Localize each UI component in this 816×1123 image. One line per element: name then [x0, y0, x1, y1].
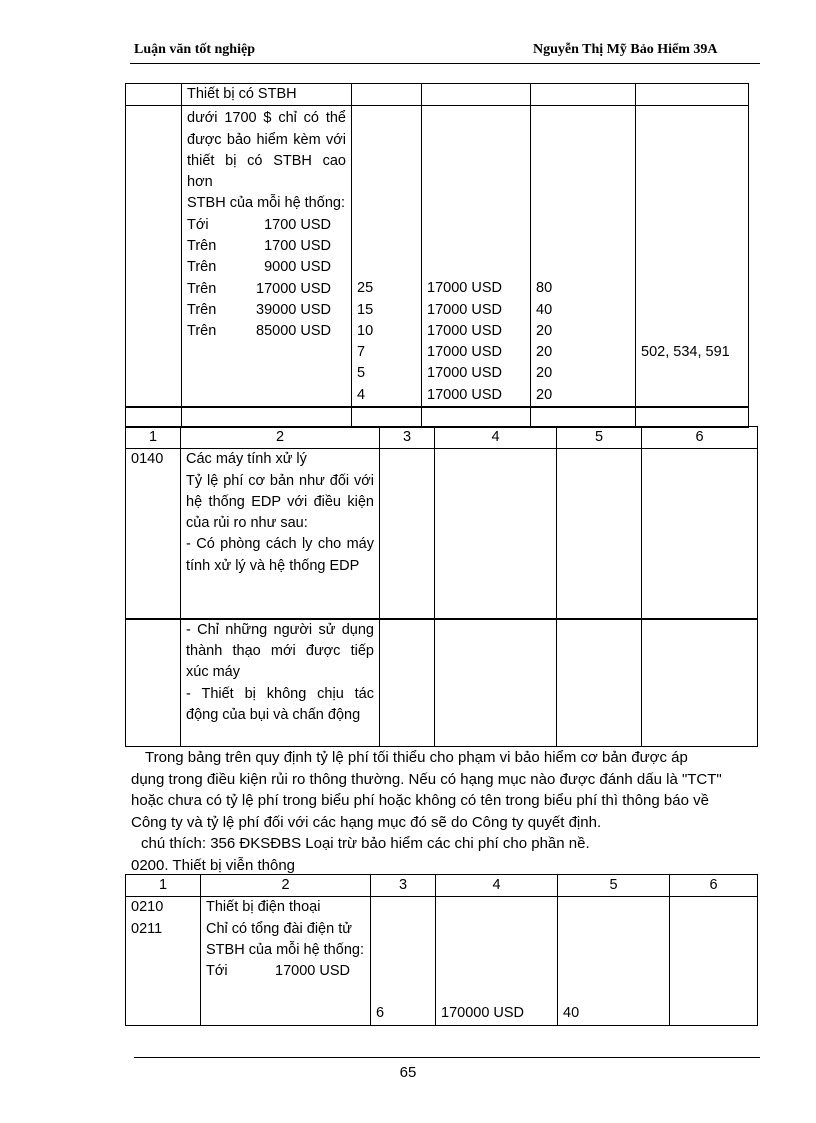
- percent-value: 20: [536, 386, 553, 403]
- tier-label: Trên: [187, 238, 217, 255]
- rate-value: 7: [357, 344, 366, 361]
- computer-rate-table: [125, 426, 758, 747]
- item-text: - Có phòng cách ly cho máy tính xử lý và hệ thống EDP: [186, 536, 374, 574]
- amount-value: 17000 USD: [427, 344, 502, 361]
- column-header: 3: [380, 427, 435, 449]
- section-heading: 0200. Thiết bị viễn thông: [131, 856, 296, 874]
- rate-value: 5: [357, 365, 366, 382]
- percent-value: 20: [536, 365, 553, 382]
- item-text: STBH của mỗi hệ thống:: [206, 941, 364, 958]
- cell: [352, 84, 422, 106]
- tier-row: [187, 236, 346, 257]
- header-rule: [130, 63, 760, 64]
- column-header: 1: [126, 427, 181, 449]
- item-code: [126, 897, 201, 1025]
- tier-row: [187, 279, 346, 300]
- amount-value: 17000 USD: [427, 365, 502, 382]
- description-text: STBH của mỗi hệ thống:: [187, 195, 345, 212]
- reference-value: 502, 534, 591: [641, 344, 730, 361]
- cell: [352, 407, 422, 427]
- item-text: Tỷ lệ phí cơ bản như đối với hệ thống EDP với điều kiện của rủi ro như sau:: [186, 472, 374, 532]
- item-text: - Thiết bị không chịu tác động của bụi và chấn động: [186, 685, 374, 723]
- column-header: 1: [126, 875, 201, 897]
- tier-label: Trên: [187, 259, 217, 276]
- cell: [557, 449, 642, 619]
- paragraph-line: Công ty và tỷ lệ phí đối với các hạng mục đó sẽ do Công ty quyết định.: [131, 813, 602, 831]
- rate-value: 15: [357, 301, 374, 318]
- item-code-value: 0211: [131, 920, 163, 937]
- page-number: 65: [399, 1064, 417, 1081]
- rate-column: [371, 897, 436, 1025]
- cell: [636, 407, 749, 427]
- item-code: 0140: [126, 449, 181, 619]
- rate-value: 10: [357, 322, 374, 339]
- cell: [126, 106, 182, 407]
- percent-column: [531, 106, 636, 407]
- percent-value: 40: [536, 301, 553, 318]
- percent-value: 80: [536, 280, 553, 297]
- percent-column: [558, 897, 670, 1025]
- body-paragraph: [131, 747, 741, 876]
- paragraph-line: hoặc chưa có tỷ lệ phí trong biểu phí hoặc không có tên trong biểu phí thì thông báo về: [131, 792, 709, 809]
- cell: [422, 407, 531, 427]
- column-header: 6: [670, 875, 758, 897]
- description-text: dưới 1700 $ chỉ có thể được bảo hiểm kèm với thiết bị có STBH cao hơn: [187, 110, 346, 191]
- cell: [380, 449, 435, 619]
- cell: [642, 619, 758, 747]
- tier-row: [187, 300, 346, 321]
- column-header: 3: [371, 875, 436, 897]
- amount-value: 17000 USD: [427, 322, 502, 339]
- item-text: - Chỉ những người sử dụng thành thạo mới được tiếp xúc máy: [186, 621, 374, 681]
- cell: [642, 449, 758, 619]
- tier-amount: 1700 USD: [264, 216, 331, 233]
- cell: [126, 84, 182, 106]
- tier-row: [187, 321, 346, 342]
- amount-column: [422, 106, 531, 407]
- item-code-value: 0210: [131, 899, 164, 916]
- footer-rule: [134, 1057, 760, 1058]
- cell: [182, 407, 352, 427]
- header-title-left: Luận văn tốt nghiệp: [134, 42, 255, 57]
- tier-amount: 17000 USD: [256, 280, 331, 297]
- tier-row: [187, 215, 346, 236]
- tier-label: Trên: [187, 280, 217, 297]
- reference-column: [636, 106, 749, 407]
- cell: [670, 897, 758, 1025]
- cell: [557, 619, 642, 747]
- cell: [531, 84, 636, 106]
- tier-description: [182, 106, 352, 407]
- tier-amount: 17000 USD: [275, 963, 350, 980]
- cell: [126, 619, 181, 747]
- tier-amount: 85000 USD: [256, 323, 331, 340]
- item-title: Thiết bị điện thoại: [206, 899, 321, 916]
- percent-value: 20: [536, 322, 553, 339]
- tier-row: [187, 257, 346, 278]
- item-description: [181, 619, 380, 747]
- amount-value: 17000 USD: [427, 280, 502, 297]
- cell: [380, 619, 435, 747]
- header-title-right: Nguyễn Thị Mỹ Bảo Hiểm 39A: [533, 42, 718, 57]
- paragraph-line: dụng trong điều kiện rủi ro thông thường. Nếu có hạng mục nào được đánh dấu là "TCT": [131, 770, 722, 788]
- rate-column: [352, 106, 422, 407]
- rate-value: 25: [357, 280, 374, 297]
- cell: [435, 619, 557, 747]
- column-header: 5: [557, 427, 642, 449]
- rate-value: 6: [376, 1005, 385, 1022]
- cell: [435, 449, 557, 619]
- tier-amount: 9000 USD: [264, 259, 331, 276]
- column-header: 4: [435, 427, 557, 449]
- paragraph-line: Trong bảng trên quy định tỷ lệ phí tối thiểu cho phạm vi bảo hiểm cơ bản được áp: [145, 749, 688, 766]
- cell: [422, 84, 531, 106]
- item-description: [201, 897, 371, 1025]
- rate-value: 4: [357, 386, 366, 403]
- item-description: [181, 449, 380, 619]
- tier-label: Tới: [206, 963, 228, 980]
- rate-table-continued: [125, 83, 749, 428]
- column-header: 4: [436, 875, 558, 897]
- percent-value: 20: [536, 344, 553, 361]
- amount-value: 17000 USD: [427, 301, 502, 318]
- tier-amount: 1700 USD: [264, 238, 331, 255]
- column-header: 6: [642, 427, 758, 449]
- amount-value: 17000 USD: [427, 386, 502, 403]
- tier-row: [206, 961, 365, 982]
- column-header: 2: [181, 427, 380, 449]
- tier-label: Trên: [187, 323, 217, 340]
- cell: [531, 407, 636, 427]
- telecom-rate-table: [125, 874, 758, 1026]
- amount-column: [436, 897, 558, 1025]
- column-header: 5: [558, 875, 670, 897]
- tier-amount: 39000 USD: [256, 301, 331, 318]
- cell: [636, 84, 749, 106]
- cell: [126, 407, 182, 427]
- note-line: chú thích: 356 ĐKSĐBS Loại trừ bảo hiểm các chi phí cho phần nề.: [141, 835, 590, 852]
- column-header: 2: [201, 875, 371, 897]
- item-text: Chỉ có tổng đài điện tử: [206, 920, 352, 937]
- tier-label: Tới: [187, 216, 209, 233]
- cell-text: Thiết bị có STBH: [182, 84, 352, 106]
- tier-label: Trên: [187, 301, 217, 318]
- percent-value: 40: [563, 1005, 580, 1022]
- amount-value: 170000 USD: [441, 1005, 525, 1022]
- item-title: Các máy tính xử lý: [186, 451, 307, 468]
